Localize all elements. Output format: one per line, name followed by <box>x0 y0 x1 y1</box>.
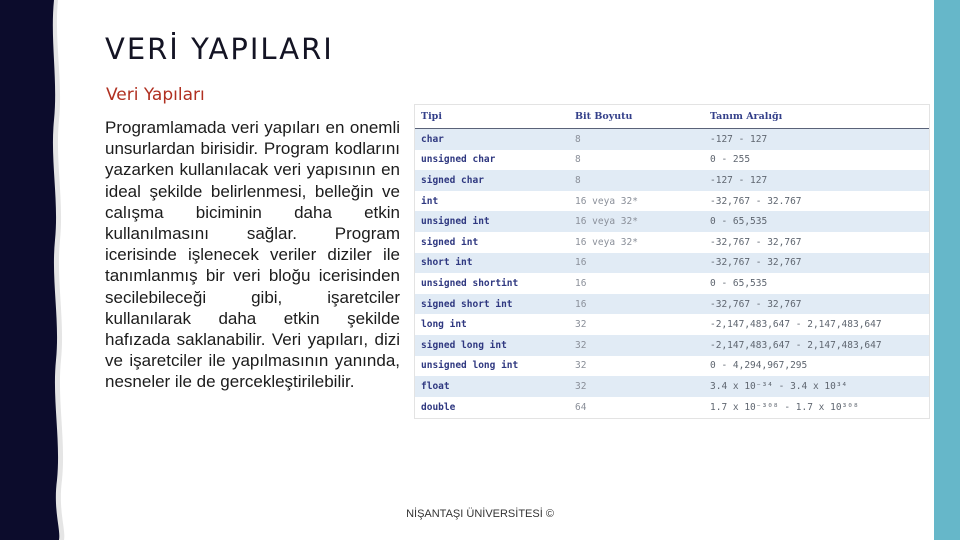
table-row <box>415 397 929 418</box>
table-cell-range: -32,767 - 32.767 <box>704 191 929 212</box>
table-cell-bit-size: 16 <box>569 253 704 274</box>
table-cell-bit-size: 8 <box>569 170 704 191</box>
table-cell-range: -127 - 127 <box>704 129 929 150</box>
table-cell-type: long int <box>415 314 569 335</box>
table-row <box>415 356 929 377</box>
footer-university: NİŞANTAŞI ÜNİVERSİTESİ © <box>406 508 554 520</box>
table-cell-range: 0 - 4,294,967,295 <box>704 356 929 377</box>
table-cell-type: unsigned shortint <box>415 273 569 294</box>
table-row <box>415 232 929 253</box>
table-cell-range: -32,767 - 32,767 <box>704 253 929 274</box>
table-row <box>415 335 929 356</box>
data-types-table <box>415 105 929 417</box>
table-cell-range: 1.7 x 10⁻³⁰⁸ - 1.7 x 10³⁰⁸ <box>704 397 929 418</box>
table-cell-bit-size: 32 <box>569 314 704 335</box>
table-cell-range: 0 - 65,535 <box>704 273 929 294</box>
table-row <box>415 294 929 315</box>
table-cell-range: -32,767 - 32,767 <box>704 232 929 253</box>
slide-body-text: Programlamada veri yapıları en onemli unsurlardan birisidir. Program kodlarını yazarken kullanılacak veri yapısının en ideal şekilde belirlenmesi, belleğin ve calışma biciminin daha etkin kullanılmasını sağlar. Program icerisinde işlenecek veriler diziler ile tanımlanmış bir veri bloğu icerisinden secilebileceği gibi, işaretciler kullanılarak daha etkin şekilde hafızada saklanabilir. Veri yapıları, dizi ve işaretciler ile yapılmasının yanında, nesneler ile de gercekleştirilebilir. <box>105 118 400 392</box>
table-cell-type: short int <box>415 253 569 274</box>
decorative-right-band <box>934 0 960 540</box>
table-row <box>415 376 929 397</box>
table-cell-range: -2,147,483,647 - 2,147,483,647 <box>704 335 929 356</box>
table-row <box>415 191 929 212</box>
table-row <box>415 150 929 171</box>
table-row <box>415 170 929 191</box>
table-cell-type: int <box>415 191 569 212</box>
table-row <box>415 273 929 294</box>
table-row <box>415 314 929 335</box>
table-cell-bit-size: 16 veya 32* <box>569 191 704 212</box>
table-cell-range: 0 - 255 <box>704 150 929 171</box>
table-row <box>415 211 929 232</box>
table-row <box>415 253 929 274</box>
table-body <box>415 129 929 418</box>
table-cell-range: -2,147,483,647 - 2,147,483,647 <box>704 314 929 335</box>
table-cell-range: 0 - 65,535 <box>704 211 929 232</box>
slide-title: VERİ YAPILARI <box>105 32 334 66</box>
decorative-left-band <box>0 0 70 540</box>
table-row <box>415 129 929 150</box>
table-cell-range: -127 - 127 <box>704 170 929 191</box>
table-cell-bit-size: 64 <box>569 397 704 418</box>
table-cell-type: unsigned char <box>415 150 569 171</box>
table-cell-bit-size: 16 veya 32* <box>569 232 704 253</box>
table-cell-type: char <box>415 129 569 150</box>
column-header-type: Tipi <box>415 105 569 129</box>
table-cell-bit-size: 32 <box>569 356 704 377</box>
table-cell-bit-size: 8 <box>569 129 704 150</box>
table-cell-bit-size: 16 <box>569 294 704 315</box>
slide-subtitle: Veri Yapıları <box>106 85 205 105</box>
table-cell-bit-size: 16 <box>569 273 704 294</box>
table-cell-type: signed int <box>415 232 569 253</box>
table-cell-type: float <box>415 376 569 397</box>
column-header-bit-size: Bit Boyutu <box>569 105 704 129</box>
table-cell-bit-size: 32 <box>569 376 704 397</box>
table-cell-bit-size: 32 <box>569 335 704 356</box>
table-cell-type: signed short int <box>415 294 569 315</box>
data-types-table-image <box>414 104 930 419</box>
table-cell-type: unsigned long int <box>415 356 569 377</box>
table-header-row <box>415 105 929 129</box>
table-cell-range: 3.4 x 10⁻³⁴ - 3.4 x 10³⁴ <box>704 376 929 397</box>
table-cell-type: signed long int <box>415 335 569 356</box>
table-cell-bit-size: 8 <box>569 150 704 171</box>
table-cell-type: unsigned int <box>415 211 569 232</box>
column-header-range: Tanım Aralığı <box>704 105 929 129</box>
table-cell-type: signed char <box>415 170 569 191</box>
table-cell-range: -32,767 - 32,767 <box>704 294 929 315</box>
table-cell-bit-size: 16 veya 32* <box>569 211 704 232</box>
table-cell-type: double <box>415 397 569 418</box>
